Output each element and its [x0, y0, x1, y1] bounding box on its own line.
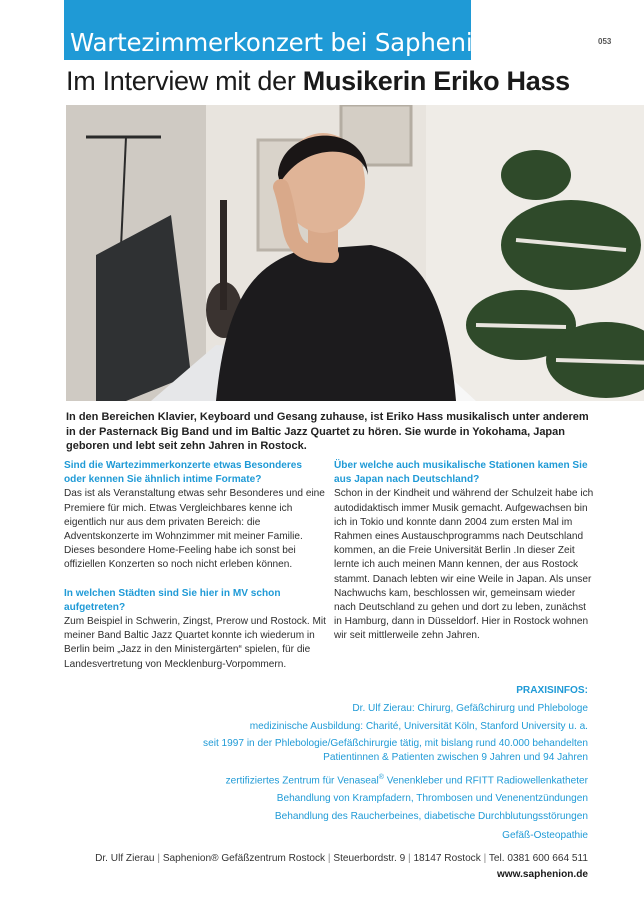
- praxis-line-3a: seit 1997 in der Phlebologie/Gefäßchirurgie tätig, mit bislang rund 40.000 behandelten: [203, 737, 588, 749]
- praxis-line-4a: zertifiziertes Zentrum für Venaseal: [225, 774, 379, 786]
- page-number: 053: [598, 37, 612, 46]
- praxis-line-3: [203, 737, 588, 765]
- praxis-line-2: medizinische Ausbildung: Charité, Universität Köln, Stanford University u. a.: [249, 721, 588, 733]
- headline-bold: Musikerin Eriko Hass: [302, 66, 570, 96]
- answer-1: Das ist als Veranstaltung etwas sehr Besonderes und eine Premiere für mich. Etwas Vergleichbares kenne ich eigentlich nur aus dem privaten Bereich: die Adventskonzerte im Wohnzimmer mit meiner Familie. Dieses besondere Home-Feeling habe ich sonst bei offiziellen Konzerten so noch nicht erleben können.: [64, 488, 325, 571]
- question-1: Sind die Wartezimmerkonzerte etwas Besonderes oder kennen Sie ähnlich intime Formate?: [64, 460, 303, 486]
- header-banner: [64, 0, 511, 60]
- intro-text: In den Bereichen Klavier, Keyboard und Gesang zuhause, ist Eriko Hass musikalisch unter anderem in der Pasternack Big Band und im Baltic Jazz Quartet zu hören. Sie wurde in Yokohama, Japan geboren und lebt seit zehn Jahren in Rostock.: [66, 411, 589, 452]
- praxis-info: [203, 682, 588, 845]
- footer-city: 18147 Rostock: [413, 853, 481, 864]
- answer-2: Zum Beispiel in Schwerin, Zingst, Prerow und Rostock. Mit meiner Band Baltic Jazz Quartet konnte ich wiederum in Berlin beim „Jazz in den Ministergärten“ spielen, für die Landesvertretung von Mecklenburg-Vorpommern.: [64, 616, 326, 670]
- footer-phone: Tel. 0381 600 664 511: [488, 853, 588, 864]
- praxis-line-4: [203, 769, 588, 791]
- question-2: In welchen Städten sind Sie hier in MV schon aufgetreten?: [64, 587, 281, 613]
- footer-contact: [95, 851, 588, 883]
- praxis-line-1: Dr. Ulf Zierau: Chirurg, Gefäßchirurg und Phlebologe: [352, 703, 588, 715]
- interview-column-right: [334, 459, 594, 658]
- praxis-line-6: Behandlung des Raucherbeines, diabetische Durchblutungsstörungen: [274, 811, 588, 823]
- footer-name: Dr. Ulf Zierau: [95, 853, 155, 864]
- headline-prefix: Im Interview mit der: [66, 66, 303, 96]
- footer-street: Steuerbordstr. 9: [333, 853, 406, 864]
- praxis-line-4b: Venenkleber und RFITT Radiowellenkatheter: [383, 774, 588, 786]
- registered-mark: ®: [378, 773, 384, 781]
- banner-title: Wartezimmerkonzert bei Saphenion:: [70, 28, 511, 57]
- interview-column-left: [64, 459, 326, 686]
- answer-3: Schon in der Kindheit und während der Schulzeit habe ich autodidaktisch immer Musik gemacht. Aufgewachsen bin ich in Tokio und konnte dann 2004 zum ersten Mal im Rahmen eines Austauschprogramms nach Deutschland kommen, an die Freie Universität Berlin .In dieser Zeit lernte ich auch meinen Mann kennen, der aus Rostock stammt. Danach lebten wir eine Weile in Japan. Als unser Nachwuchs kam, beschlossen wir, gemeinsam wieder nach Deutschland zu gehen und dort zu leben, zunächst in Hamburg, dann in Düsseldorf. Hier in Rostock wohnen wir seit mittlerweile zehn Jahren.: [334, 488, 594, 642]
- article-photo: [66, 105, 644, 401]
- praxis-line-3b: Patientinnen & Patienten zwischen 9 Jahren und 94 Jahren: [323, 751, 588, 763]
- praxis-line-5: Behandlung von Krampfadern, Thrombosen und Venenentzündungen: [276, 793, 588, 805]
- praxis-title: PRAXISINFOS:: [516, 685, 588, 696]
- question-3: Über welche auch musikalische Stationen kamen Sie aus Japan nach Deutschland?: [334, 460, 588, 486]
- article-headline: [66, 66, 570, 97]
- praxis-line-7: Gefäß-Osteopathie: [502, 829, 588, 841]
- footer-clinic: Saphenion® Gefäßzentrum Rostock: [162, 853, 326, 864]
- musician-photo: [66, 105, 644, 401]
- footer-website[interactable]: www.saphenion.de: [496, 869, 588, 880]
- footer-address: Dr. Ulf Zierau | Saphenion® Gefäßzentrum Rostock | Steuerbordstr. 9 | 18147 Rostock | Tel. 0381 600 664 511: [95, 853, 588, 864]
